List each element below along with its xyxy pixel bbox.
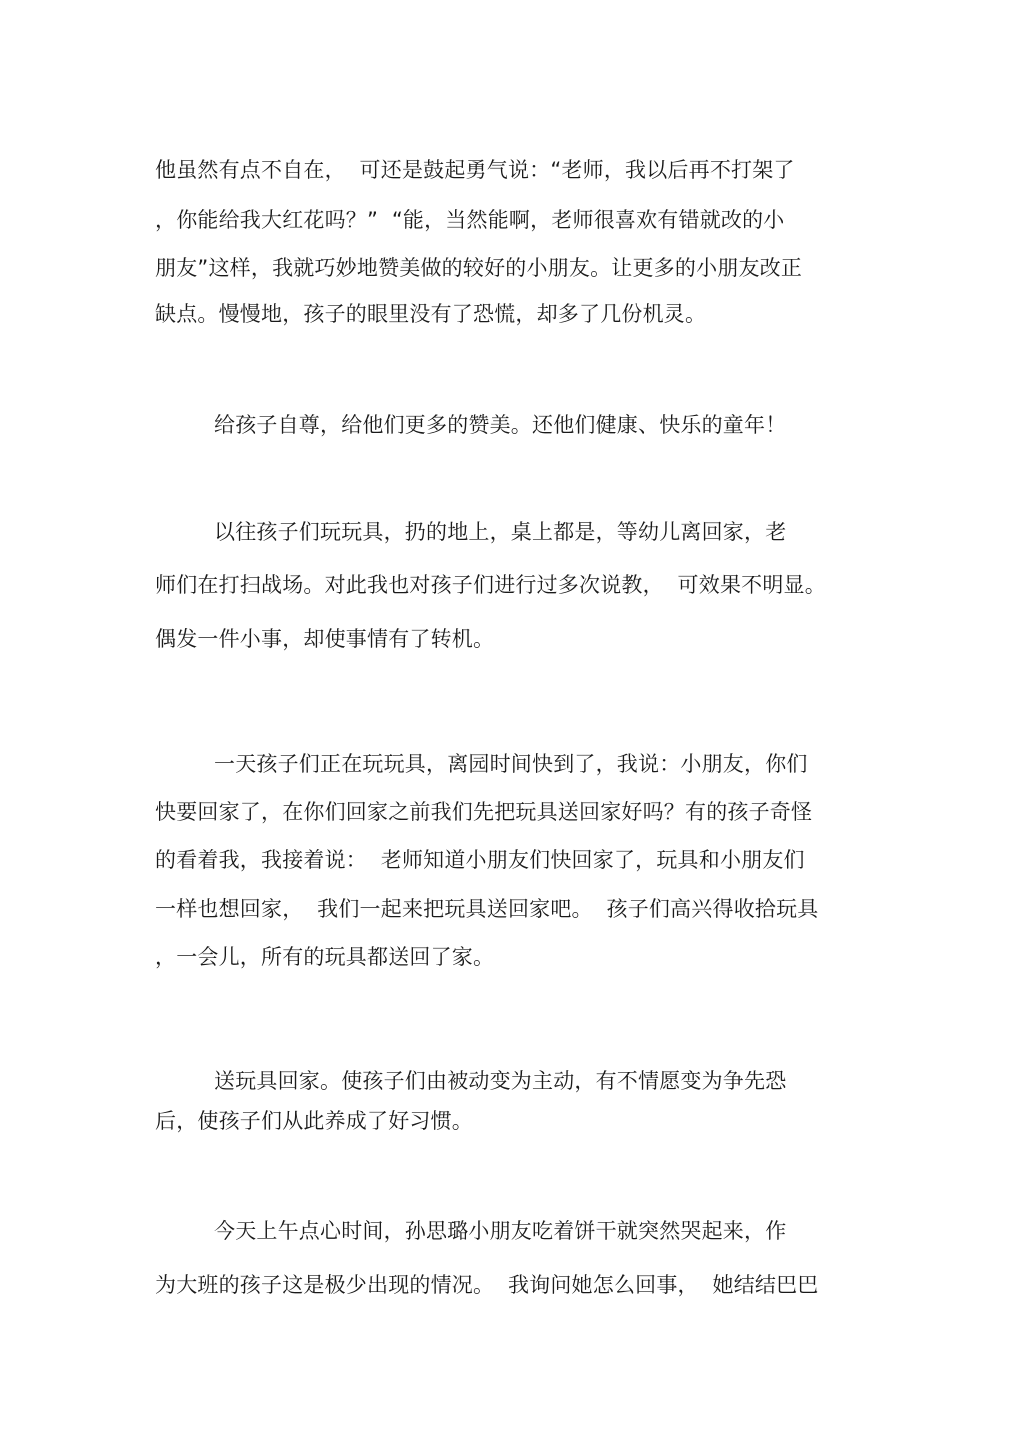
paragraph-1-line-4: 缺点。慢慢地，孩子的眼里没有了恐慌，却多了几份机灵。	[155, 302, 707, 326]
paragraph-5-line-2: 后，使孩子们从此养成了好习惯。	[155, 1109, 473, 1133]
paragraph-1-line-2: ，你能给我大红花吗？” “能，当然能啊，老师很喜欢有错就改的小	[155, 208, 785, 232]
paragraph-1-line-3: 朋友”这样，我就巧妙地赞美做的较好的小朋友。让更多的小朋友改正	[155, 256, 803, 280]
paragraph-2-line-1: 给孩子自尊，给他们更多的赞美。还他们健康、快乐的童年！	[214, 413, 787, 437]
paragraph-4-line-3: 的看着我，我接着说： 老师知道小朋友们快回家了，玩具和小朋友们	[155, 848, 805, 872]
paragraph-3-line-2: 师们在打扫战场。对此我也对孩子们进行过多次说教， 可效果不明显。	[155, 573, 826, 597]
paragraph-6-line-1: 今天上午点心时间，孙思璐小朋友吃着饼干就突然哭起来，作	[214, 1219, 787, 1243]
paragraph-1-line-1: 他虽然有点不自在， 可还是鼓起勇气说：“老师，我以后再不打架了	[155, 158, 795, 182]
paragraph-4-line-1: 一天孩子们正在玩玩具，离园时间快到了，我说：小朋友，你们	[214, 752, 808, 776]
paragraph-3-line-3: 偶发一件小事，却使事情有了转机。	[155, 627, 495, 651]
paragraph-6-line-2: 为大班的孩子这是极少出现的情况。 我询问她怎么回事， 她结结巴巴	[155, 1273, 819, 1297]
paragraph-5-line-1: 送玩具回家。使孩子们由被动变为主动，有不情愿变为争先恐	[214, 1069, 787, 1093]
paragraph-4-line-2: 快要回家了，在你们回家之前我们先把玩具送回家好吗？有的孩子奇怪	[155, 800, 813, 824]
paragraph-4-line-5: ，一会儿，所有的玩具都送回了家。	[155, 945, 495, 969]
paragraph-3-line-1: 以往孩子们玩玩具，扔的地上，桌上都是，等幼儿离回家，老	[214, 520, 787, 544]
paragraph-4-line-4: 一样也想回家， 我们一起来把玩具送回家吧。 孩子们高兴得收拾玩具	[155, 897, 819, 921]
